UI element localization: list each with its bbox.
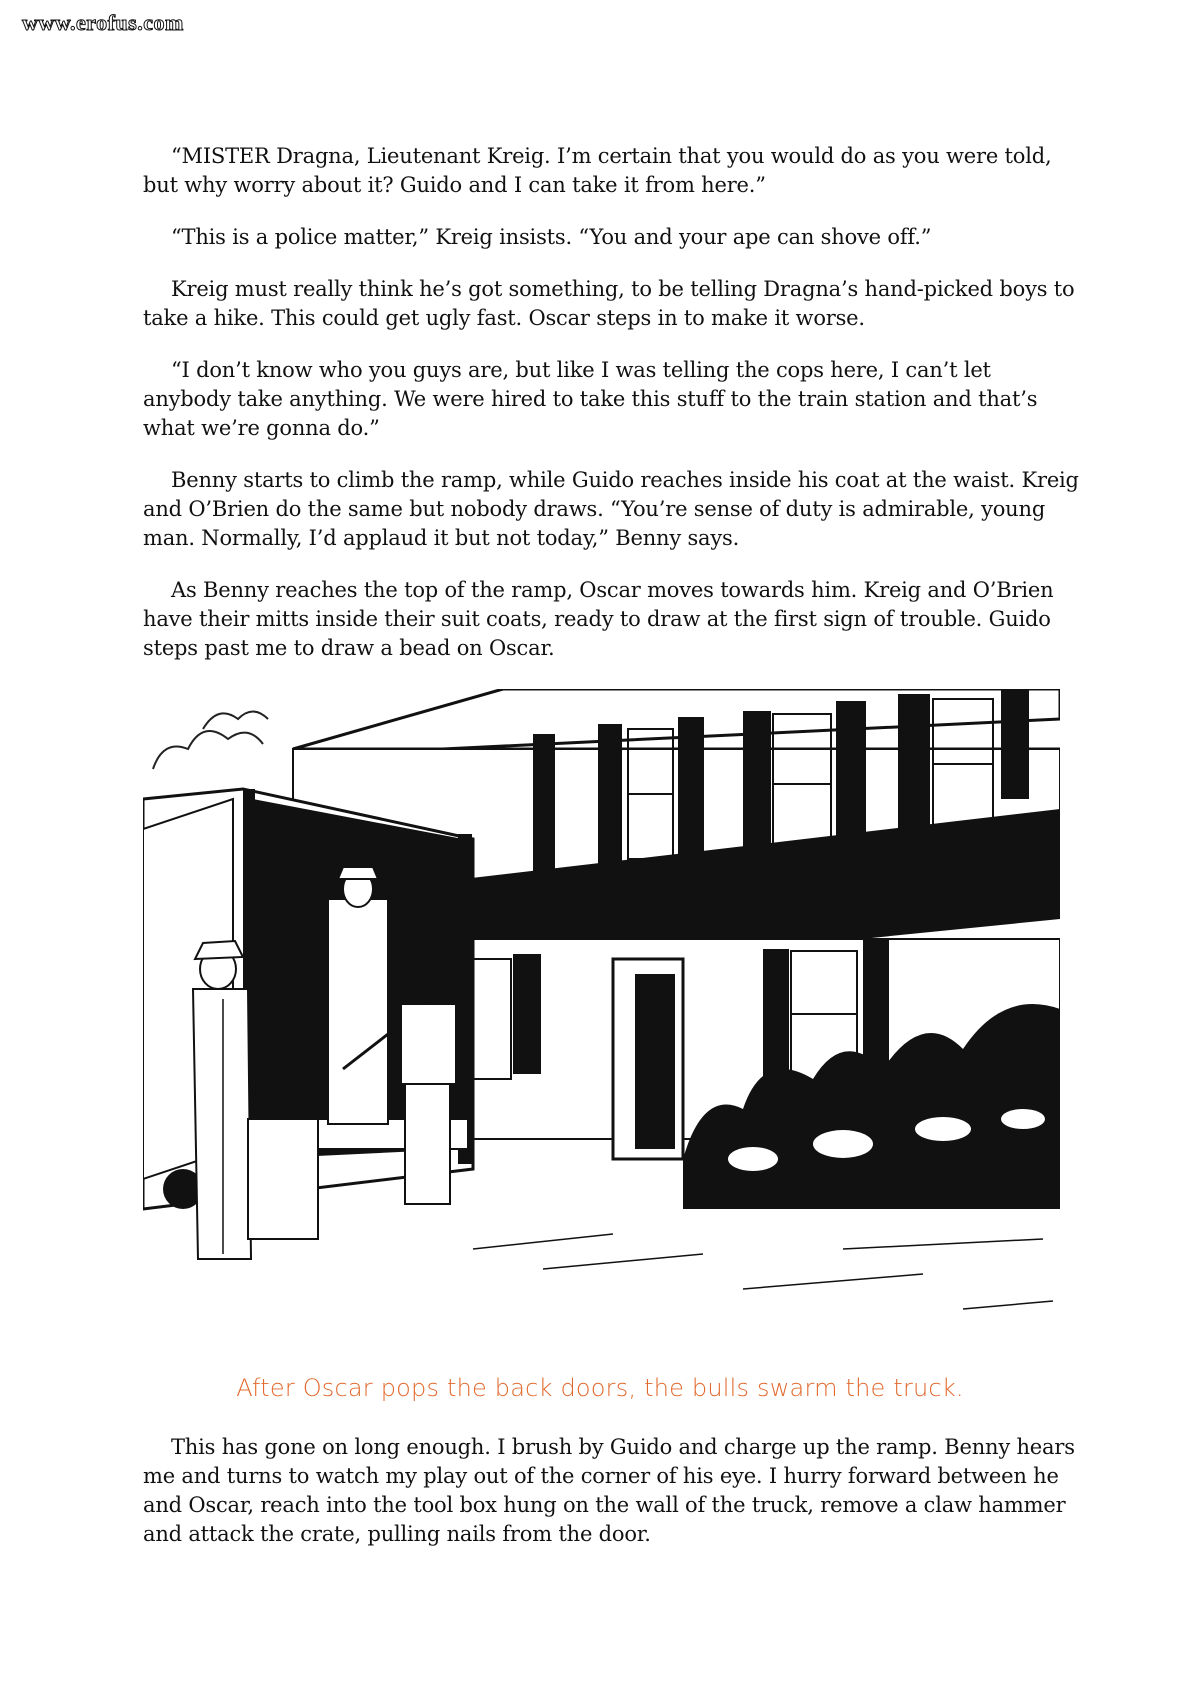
paragraph: “This is a police matter,” Kreig insists. “You and your ape can shove off.” — [171, 225, 932, 249]
paragraph: “MISTER Dragna, Lieutenant Kreig. I’m certain that you would do as you were told, but why worry about it? Guido and I can take it from here.” — [143, 144, 1052, 197]
story-text-top — [143, 142, 1083, 686]
crate — [248, 1119, 318, 1239]
paragraph: This has gone on long enough. I brush by Guido and charge up the ramp. Benny hears me and turns to watch my play out of the corner of his eye. I hurry forward between he and Oscar, reach into the tool box hung on the wall of the truck, remove a claw hammer and attack the crate, pulling nails from the door. — [143, 1435, 1075, 1546]
ink-illustration-truck-scene — [143, 689, 1060, 1354]
paragraph: “I don’t know who you guys are, but like I was telling the cops here, I can’t let anybody take anything. We were hired to take this stuff to the train station and that’s what we’re gonna do.” — [143, 358, 1038, 440]
paragraph: As Benny reaches the top of the ramp, Oscar moves towards him. Kreig and O’Brien have their mitts inside their suit coats, ready to draw at the first sign of trouble. Guido steps past me to draw a bead on Oscar. — [143, 578, 1054, 660]
site-watermark: www.erofus.com — [22, 10, 184, 35]
illustration-drawing — [143, 689, 1060, 1354]
figure-cop — [193, 941, 251, 1259]
figure-in-truck — [328, 867, 388, 1124]
paragraph: Benny starts to climb the ramp, while Guido reaches inside his coat at the waist. Kreig and O’Brien do the same but nobody draws. “You’re sense of duty is admirable, young man. Normally, I’d applaud it but not today,” Benny says. — [143, 468, 1079, 550]
illustration-caption: After Oscar pops the back doors, the bulls swarm the truck. — [236, 1374, 964, 1402]
paragraph: Kreig must really think he’s got something, to be telling Dragna’s hand-picked boys to take a hike. This could get ugly fast. Oscar steps in to make it worse. — [143, 277, 1075, 330]
story-text-bottom — [143, 1433, 1083, 1572]
